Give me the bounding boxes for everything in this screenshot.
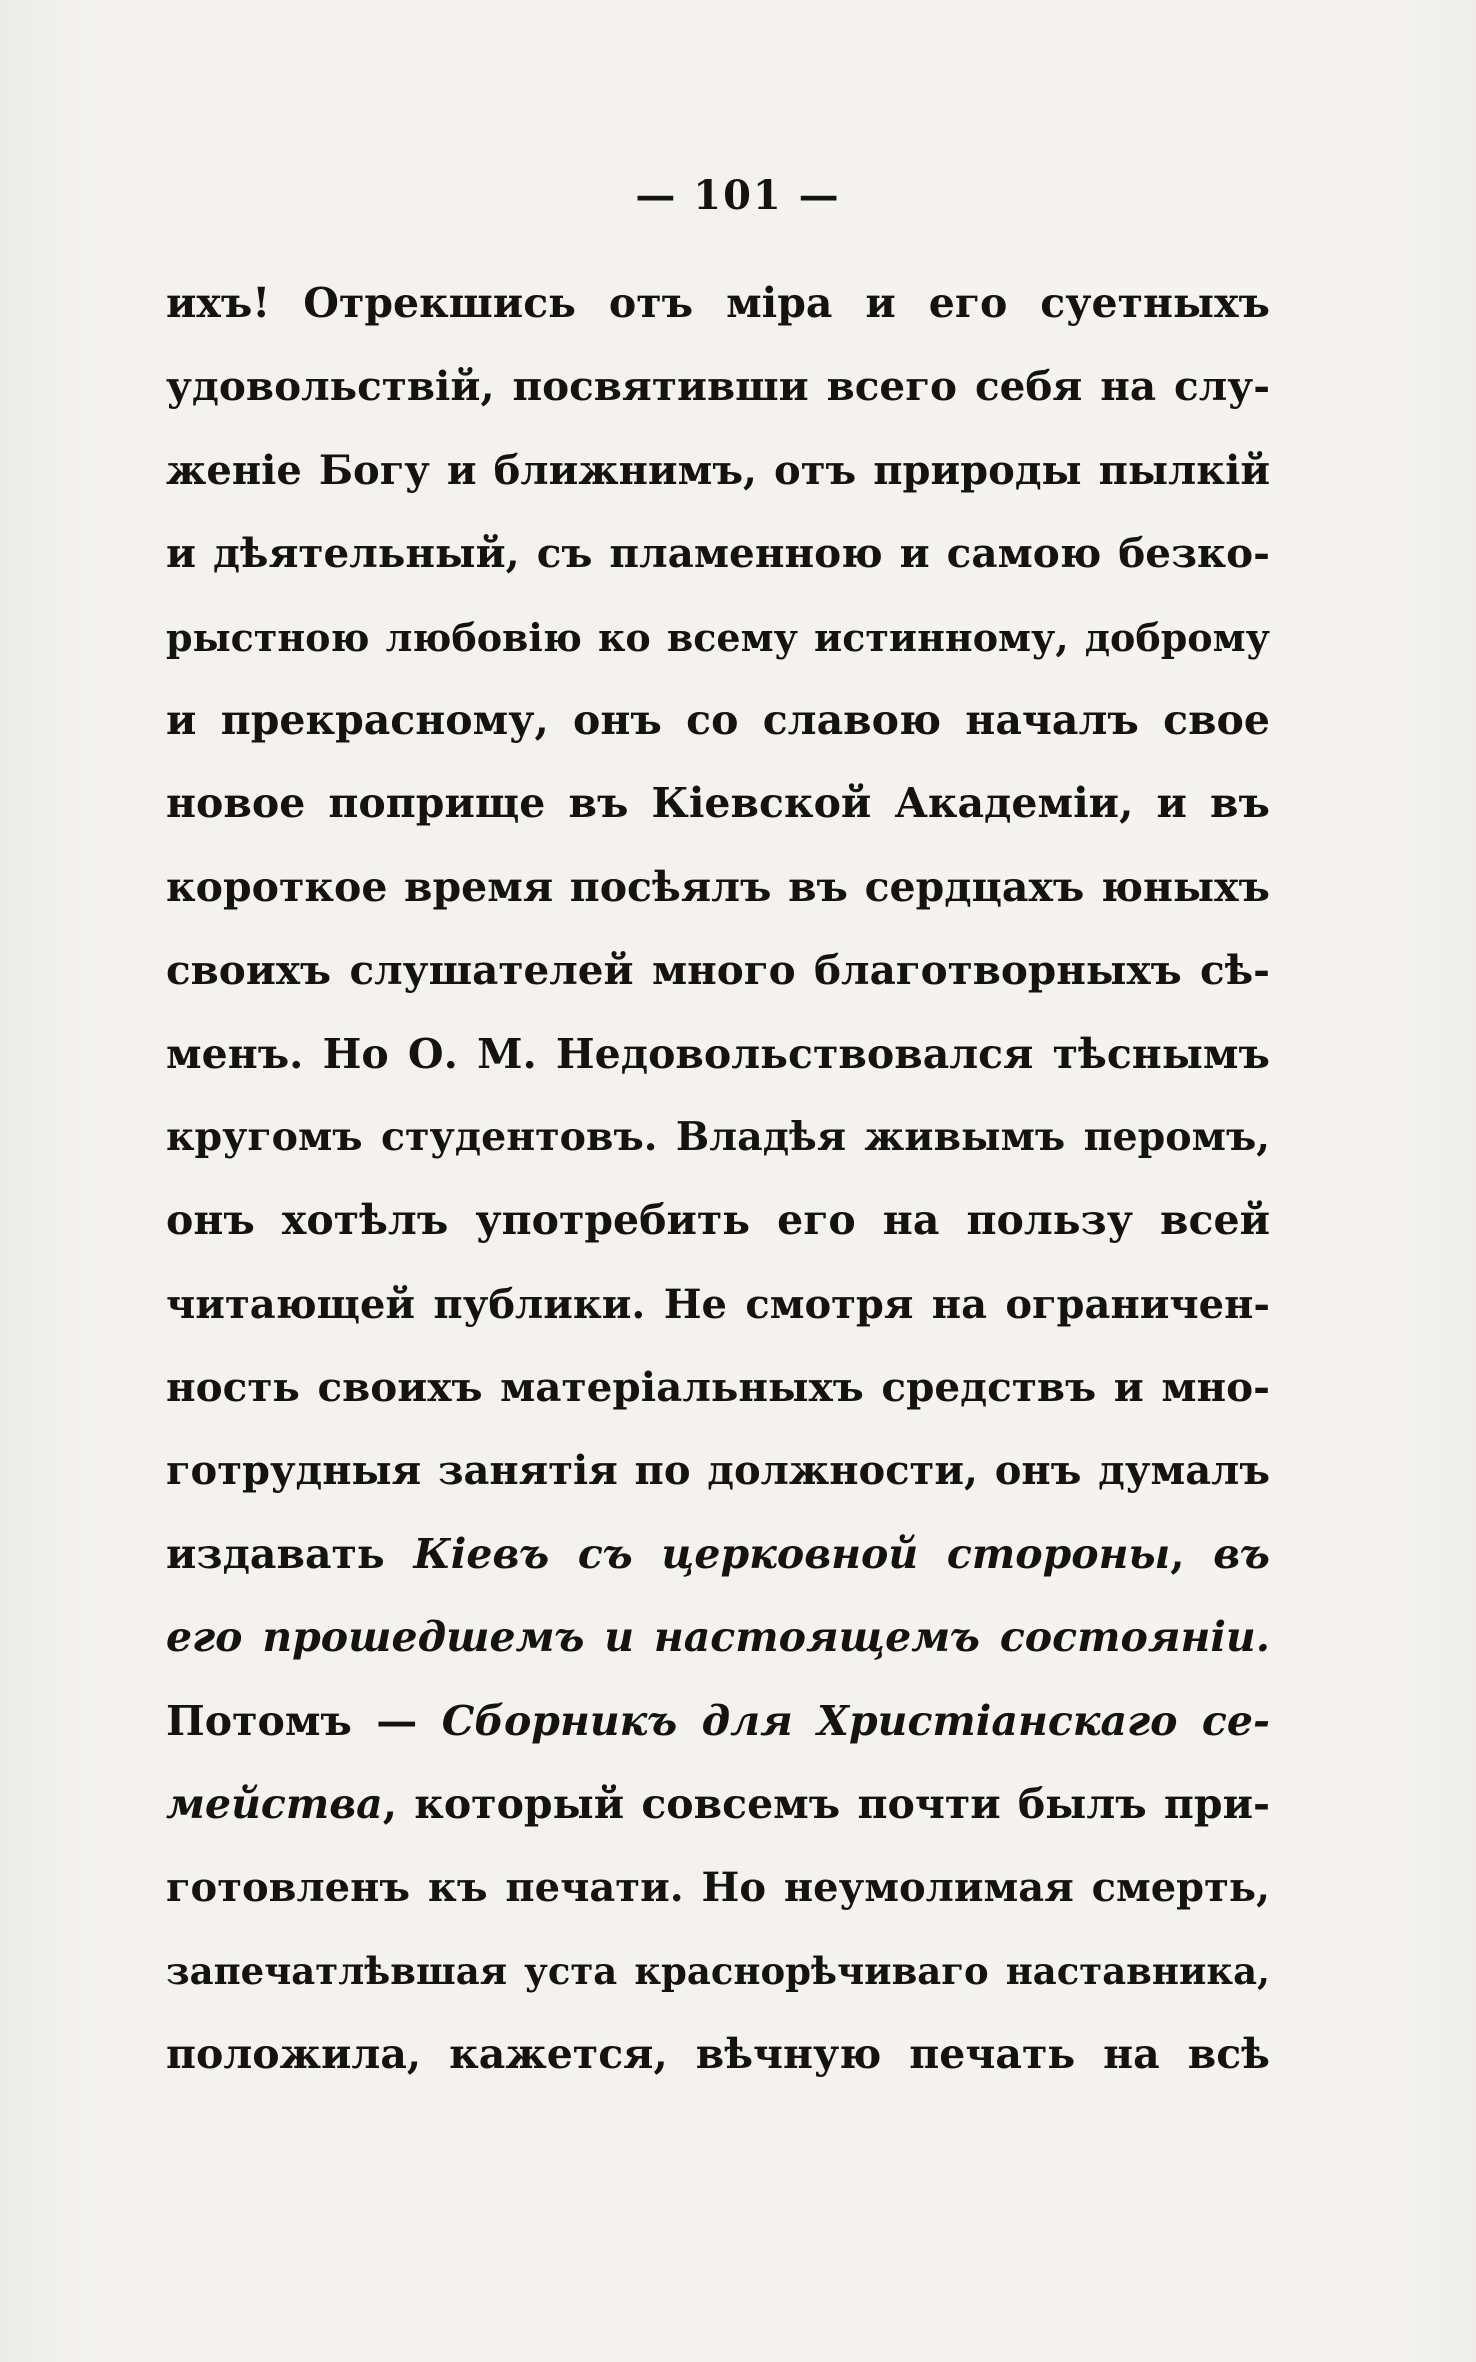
text-segment: новое поприще въ Кіевской Академіи, и въ bbox=[166, 779, 1270, 828]
text-segment: менъ. Но О. М. Недовольствовался тѣснымъ bbox=[166, 1029, 1270, 1078]
text-segment: ихъ! Отрекшись отъ міра и его суетныхъ bbox=[166, 279, 1270, 327]
text-segment: и прекрасному, онъ со славою началъ свое bbox=[166, 695, 1270, 744]
text-segment: рыстною любовію ко всему истинному, доброму bbox=[166, 614, 1270, 660]
text-line bbox=[166, 1013, 1270, 1096]
text-line bbox=[166, 762, 1270, 845]
text-line bbox=[166, 1179, 1270, 1262]
text-line bbox=[166, 1930, 1270, 2013]
text-segment: короткое время посѣялъ въ сердцахъ юныхъ bbox=[166, 862, 1270, 911]
text-line bbox=[166, 1763, 1270, 1846]
text-line bbox=[166, 1513, 1270, 1596]
text-line bbox=[166, 1846, 1270, 1929]
text-segment: ность своихъ матеріальныхъ средствъ и мно- bbox=[166, 1363, 1270, 1412]
text-line bbox=[166, 1096, 1270, 1179]
text-segment: женіе Богу и ближнимъ, отъ природы пылкій bbox=[166, 446, 1270, 494]
text-line bbox=[166, 512, 1270, 595]
italic-text-segment: Сборникъ для Христіанскаго се- bbox=[441, 1696, 1270, 1745]
text-segment: читающей публики. Не смотря на ограничен- bbox=[166, 1280, 1270, 1328]
text-segment: своихъ слушателей много благотворныхъ сѣ- bbox=[166, 946, 1270, 995]
text-line bbox=[166, 1429, 1270, 1512]
text-line bbox=[166, 262, 1270, 345]
text-line bbox=[166, 846, 1270, 929]
text-line bbox=[166, 429, 1270, 512]
italic-text-segment: мейства bbox=[166, 1780, 383, 1829]
text-line bbox=[166, 1263, 1270, 1346]
text-segment: , bbox=[1170, 1529, 1214, 1578]
italic-text-segment: его прошедшемъ и настоящемъ состояніи. bbox=[166, 1613, 1270, 1662]
text-segment: готовленъ къ печати. Но неумолимая смерть, bbox=[166, 1864, 1270, 1912]
text-segment: удовольствій, посвятивши всего себя на слу- bbox=[166, 362, 1270, 411]
text-line bbox=[166, 929, 1270, 1012]
body-text bbox=[166, 262, 1270, 2097]
text-line bbox=[166, 1596, 1270, 1679]
text-segment: готрудныя занятія по должности, онъ думалъ bbox=[166, 1447, 1270, 1495]
text-segment: запечатлѣвшая уста краснорѣчиваго наставника, bbox=[166, 1948, 1270, 1993]
text-segment: издавать bbox=[166, 1529, 414, 1578]
text-segment: Потомъ — bbox=[166, 1696, 442, 1745]
italic-text-segment: Кіевъ съ церковной стороны bbox=[413, 1529, 1171, 1578]
text-segment: положила, кажется, вѣчную печать на всѣ bbox=[166, 2030, 1270, 2079]
text-line bbox=[166, 2013, 1270, 2096]
text-line bbox=[166, 596, 1270, 679]
italic-text-segment: въ bbox=[1213, 1529, 1270, 1578]
text-line bbox=[166, 1346, 1270, 1429]
text-segment: и дѣятельный, съ пламенною и самою безко- bbox=[166, 529, 1270, 578]
text-segment: кругомъ студентовъ. Владѣя живымъ перомъ, bbox=[166, 1113, 1270, 1160]
text-segment: онъ хотѣлъ употребить его на пользу всей bbox=[166, 1196, 1270, 1245]
text-line bbox=[166, 1680, 1270, 1763]
text-line bbox=[166, 345, 1270, 428]
text-line bbox=[166, 679, 1270, 762]
text-segment: , который совсемъ почти былъ при- bbox=[382, 1780, 1270, 1829]
page-number: — 101 — bbox=[635, 172, 841, 219]
